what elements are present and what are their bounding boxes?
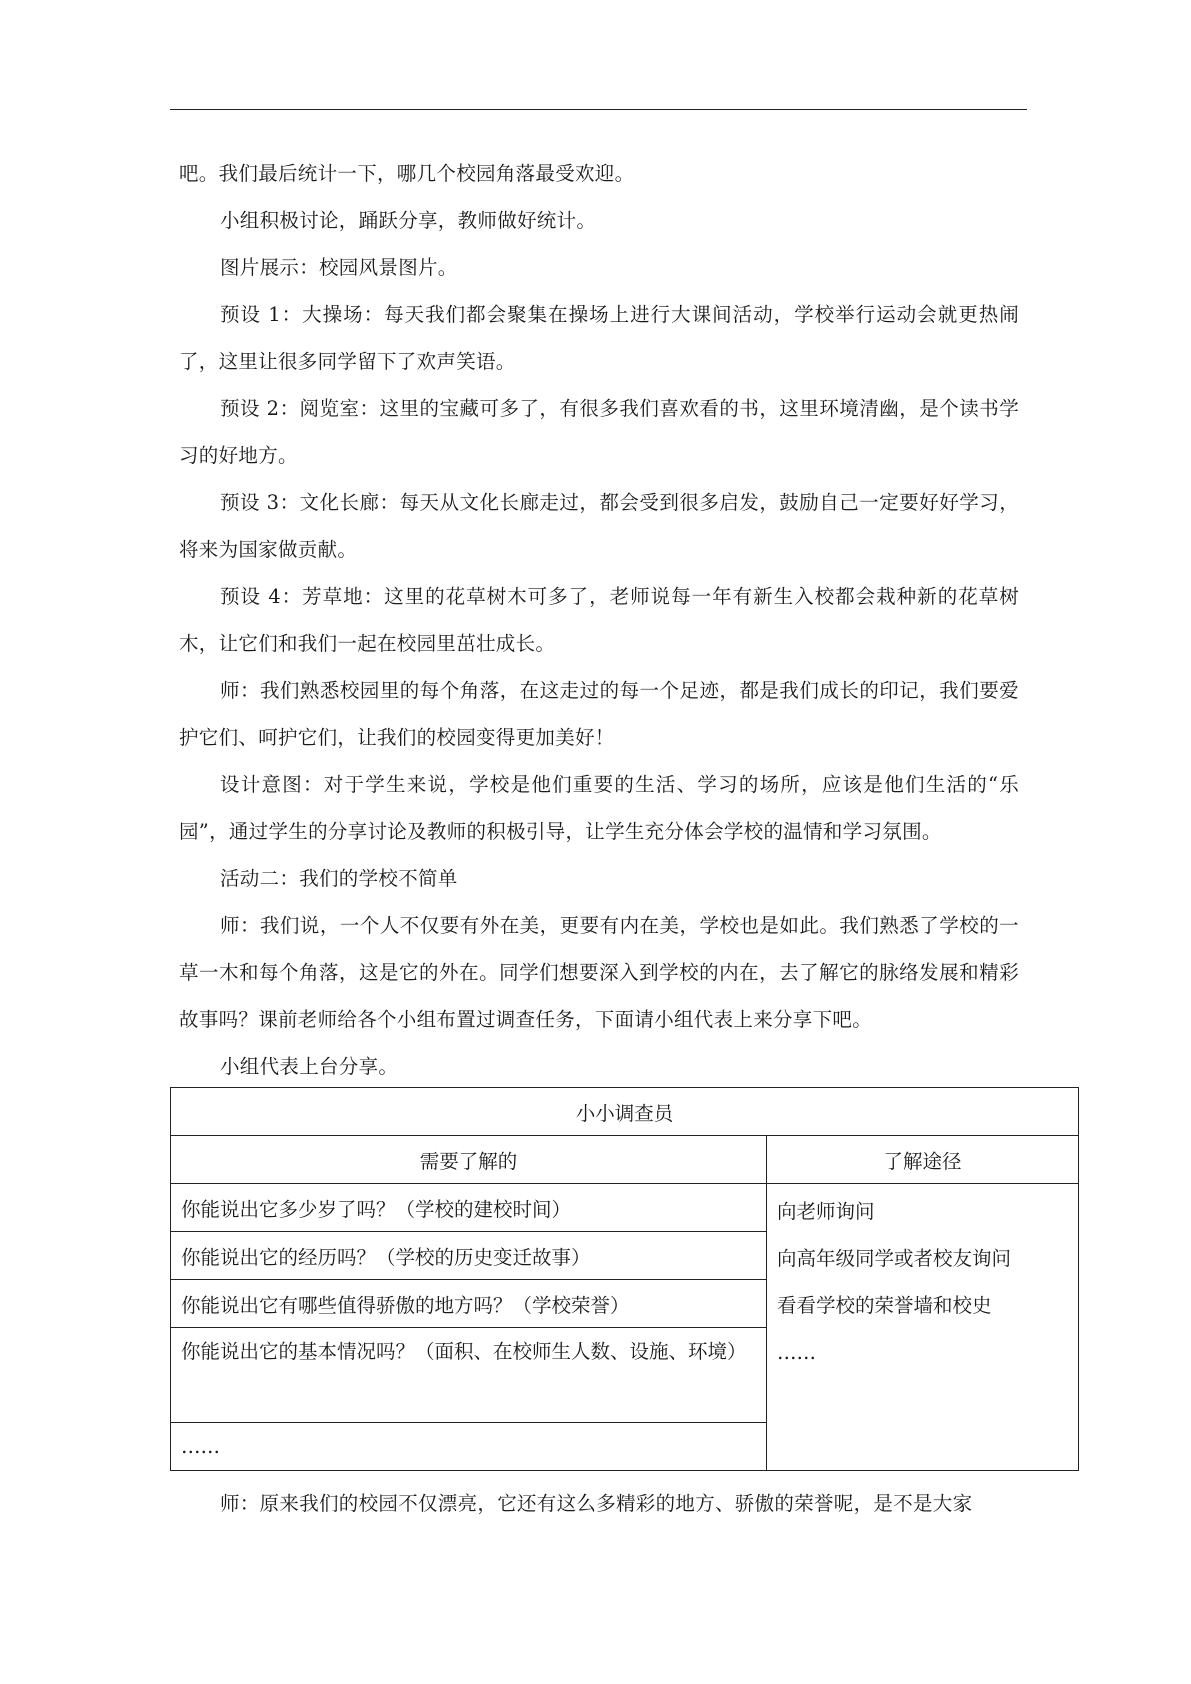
header-rule bbox=[170, 109, 1027, 110]
paragraph: 设计意图：对于学生来说，学校是他们重要的生活、学习的场所，应该是他们生活的“乐园”，通过学生的分享讨论及教师的积极引导，让学生充分体会学校的温情和学习氛围。 bbox=[179, 773, 1019, 843]
question-cell: 你能说出它的基本情况吗？（面积、在校师生人数、设施、环境） bbox=[171, 1328, 767, 1423]
way-item: 向高年级同学或者校友询问 bbox=[777, 1247, 1012, 1270]
question-cell: 你能说出它多少岁了吗？（学校的建校时间） bbox=[171, 1184, 767, 1232]
paragraph: 师：我们熟悉校园里的每个角落，在这走过的每一个足迹，都是我们成长的印记，我们要爱护它们、呵护它们，让我们的校园变得更加美好！ bbox=[179, 679, 1019, 749]
survey-table bbox=[170, 1087, 1079, 1471]
paragraph: 小组代表上台分享。 bbox=[220, 1055, 399, 1078]
question-cell: …… bbox=[171, 1423, 767, 1471]
table-title: 小小调查员 bbox=[171, 1088, 1079, 1136]
closing-paragraph: 师：原来我们的校园不仅漂亮，它还有这么多精彩的地方、骄傲的荣誉呢，是不是大家 bbox=[220, 1492, 973, 1515]
paragraph: 预设 4：芳草地：这里的花草树木可多了，老师说每一年有新生入校都会栽种新的花草树木，让它们和我们一起在校园里茁壮成长。 bbox=[179, 585, 1019, 655]
paragraph: 预设 1：大操场：每天我们都会聚集在操场上进行大课间活动，学校举行运动会就更热闹了，这里让很多同学留下了欢声笑语。 bbox=[179, 303, 1019, 373]
paragraph: 小组积极讨论，踊跃分享，教师做好统计。 bbox=[220, 209, 597, 232]
way-item: 看看学校的荣誉墙和校史 bbox=[777, 1294, 992, 1317]
paragraph: 活动二：我们的学校不简单 bbox=[220, 867, 458, 890]
question-cell: 你能说出它的经历吗？（学校的历史变迁故事） bbox=[171, 1232, 767, 1280]
paragraph: 吧。我们最后统计一下，哪几个校园角落最受欢迎。 bbox=[179, 162, 635, 185]
question-cell: 你能说出它有哪些值得骄傲的地方吗？（学校荣誉） bbox=[171, 1280, 767, 1328]
closing-paragraph-wrap bbox=[179, 1480, 1019, 1527]
column-header-need: 需要了解的 bbox=[171, 1136, 767, 1184]
paragraph: 预设 3：文化长廊：每天从文化长廊走过，都会受到很多启发，鼓励自己一定要好好学习，将来为国家做贡献。 bbox=[179, 491, 1019, 561]
way-item: …… bbox=[777, 1341, 816, 1364]
paragraph: 预设 2：阅览室：这里的宝藏可多了，有很多我们喜欢看的书，这里环境清幽，是个读书学习的好地方。 bbox=[179, 397, 1019, 467]
paragraph: 师：我们说，一个人不仅要有外在美，更要有内在美，学校也是如此。我们熟悉了学校的一草一木和每个角落，这是它的外在。同学们想要深入到学校的内在，去了解它的脉络发展和精彩故事吗？课前老师给各个小组布置过调查任务，下面请小组代表上来分享下吧。 bbox=[179, 914, 1019, 1031]
survey-table-wrap bbox=[170, 1087, 1079, 1471]
way-item: 向老师询问 bbox=[777, 1200, 875, 1223]
paragraph: 图片展示：校园风景图片。 bbox=[220, 256, 458, 279]
lesson-body bbox=[179, 150, 1019, 1090]
column-header-ways: 了解途径 bbox=[767, 1136, 1079, 1184]
ways-cell bbox=[767, 1184, 1079, 1471]
